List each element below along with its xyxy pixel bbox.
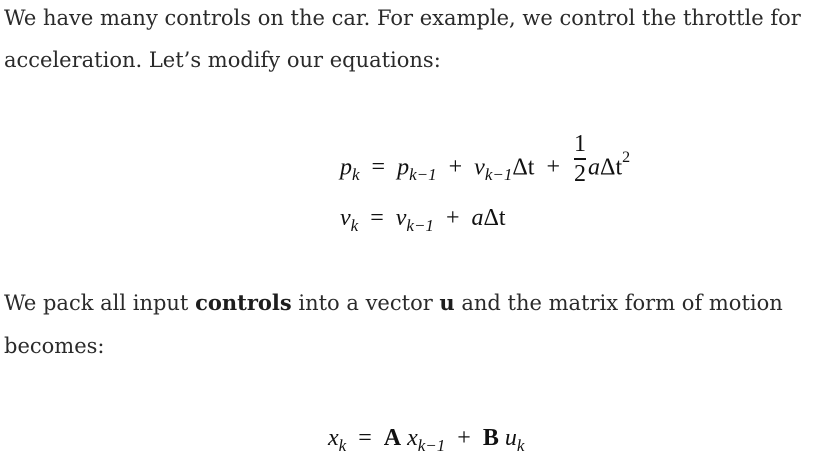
math-subscript: k−1 bbox=[484, 165, 513, 185]
paragraph-text: and the matrix form of motion bbox=[454, 291, 783, 315]
math-operator: + bbox=[457, 425, 471, 451]
paragraph-text: into a vector bbox=[291, 291, 440, 315]
math-subscript: k bbox=[516, 436, 525, 455]
math-operator: + bbox=[445, 205, 460, 231]
math-symbol: x bbox=[407, 425, 418, 451]
math-subscript: k bbox=[352, 165, 360, 185]
paragraph-intro-line-1: We have many controls on the car. For example, we control the throttle for bbox=[4, 6, 801, 30]
math-symbol: u bbox=[504, 425, 517, 451]
math-symbol: p bbox=[397, 154, 410, 181]
math-operator: = bbox=[370, 205, 384, 231]
paragraph-controls-line-1 bbox=[4, 283, 783, 323]
math-subscript: k bbox=[350, 216, 359, 235]
math-operator: + bbox=[448, 154, 463, 181]
math-operator: = bbox=[358, 425, 372, 451]
math-symbol: v bbox=[474, 154, 485, 181]
math-symbol: v bbox=[395, 205, 407, 231]
math-matrix-symbol: A bbox=[383, 425, 402, 451]
math-subscript: k−1 bbox=[417, 436, 446, 455]
math-operator: = bbox=[371, 154, 386, 181]
paragraph-controls-line-2: becomes: bbox=[4, 334, 105, 358]
math-symbol: x bbox=[328, 425, 339, 451]
equation-velocity bbox=[340, 205, 506, 235]
math-symbol: Δt bbox=[600, 154, 623, 181]
fraction-numerator: 1 bbox=[574, 131, 587, 157]
bold-term-controls: controls bbox=[195, 290, 292, 315]
math-subscript: k bbox=[338, 436, 347, 455]
fraction-bar bbox=[574, 158, 586, 160]
math-fraction bbox=[574, 132, 586, 186]
math-subscript: k−1 bbox=[409, 165, 437, 185]
equation-matrix-form bbox=[328, 425, 525, 455]
math-subscript: k−1 bbox=[406, 216, 434, 235]
math-superscript: 2 bbox=[622, 149, 631, 167]
math-matrix-symbol: B bbox=[482, 425, 499, 451]
math-operator: + bbox=[546, 154, 561, 181]
paragraph-text: We pack all input bbox=[4, 291, 196, 315]
math-symbol: a bbox=[471, 205, 484, 231]
math-symbol: v bbox=[340, 205, 351, 231]
paragraph-intro-line-2: acceleration. Let’s modify our equations: bbox=[4, 48, 441, 72]
equation-position bbox=[340, 131, 631, 196]
math-symbol: p bbox=[340, 154, 352, 181]
math-symbol: Δt bbox=[512, 154, 535, 181]
math-symbol: Δt bbox=[483, 205, 506, 231]
bold-term-u: u bbox=[439, 290, 455, 315]
fraction-denominator: 2 bbox=[574, 160, 587, 187]
math-symbol: a bbox=[588, 154, 601, 181]
